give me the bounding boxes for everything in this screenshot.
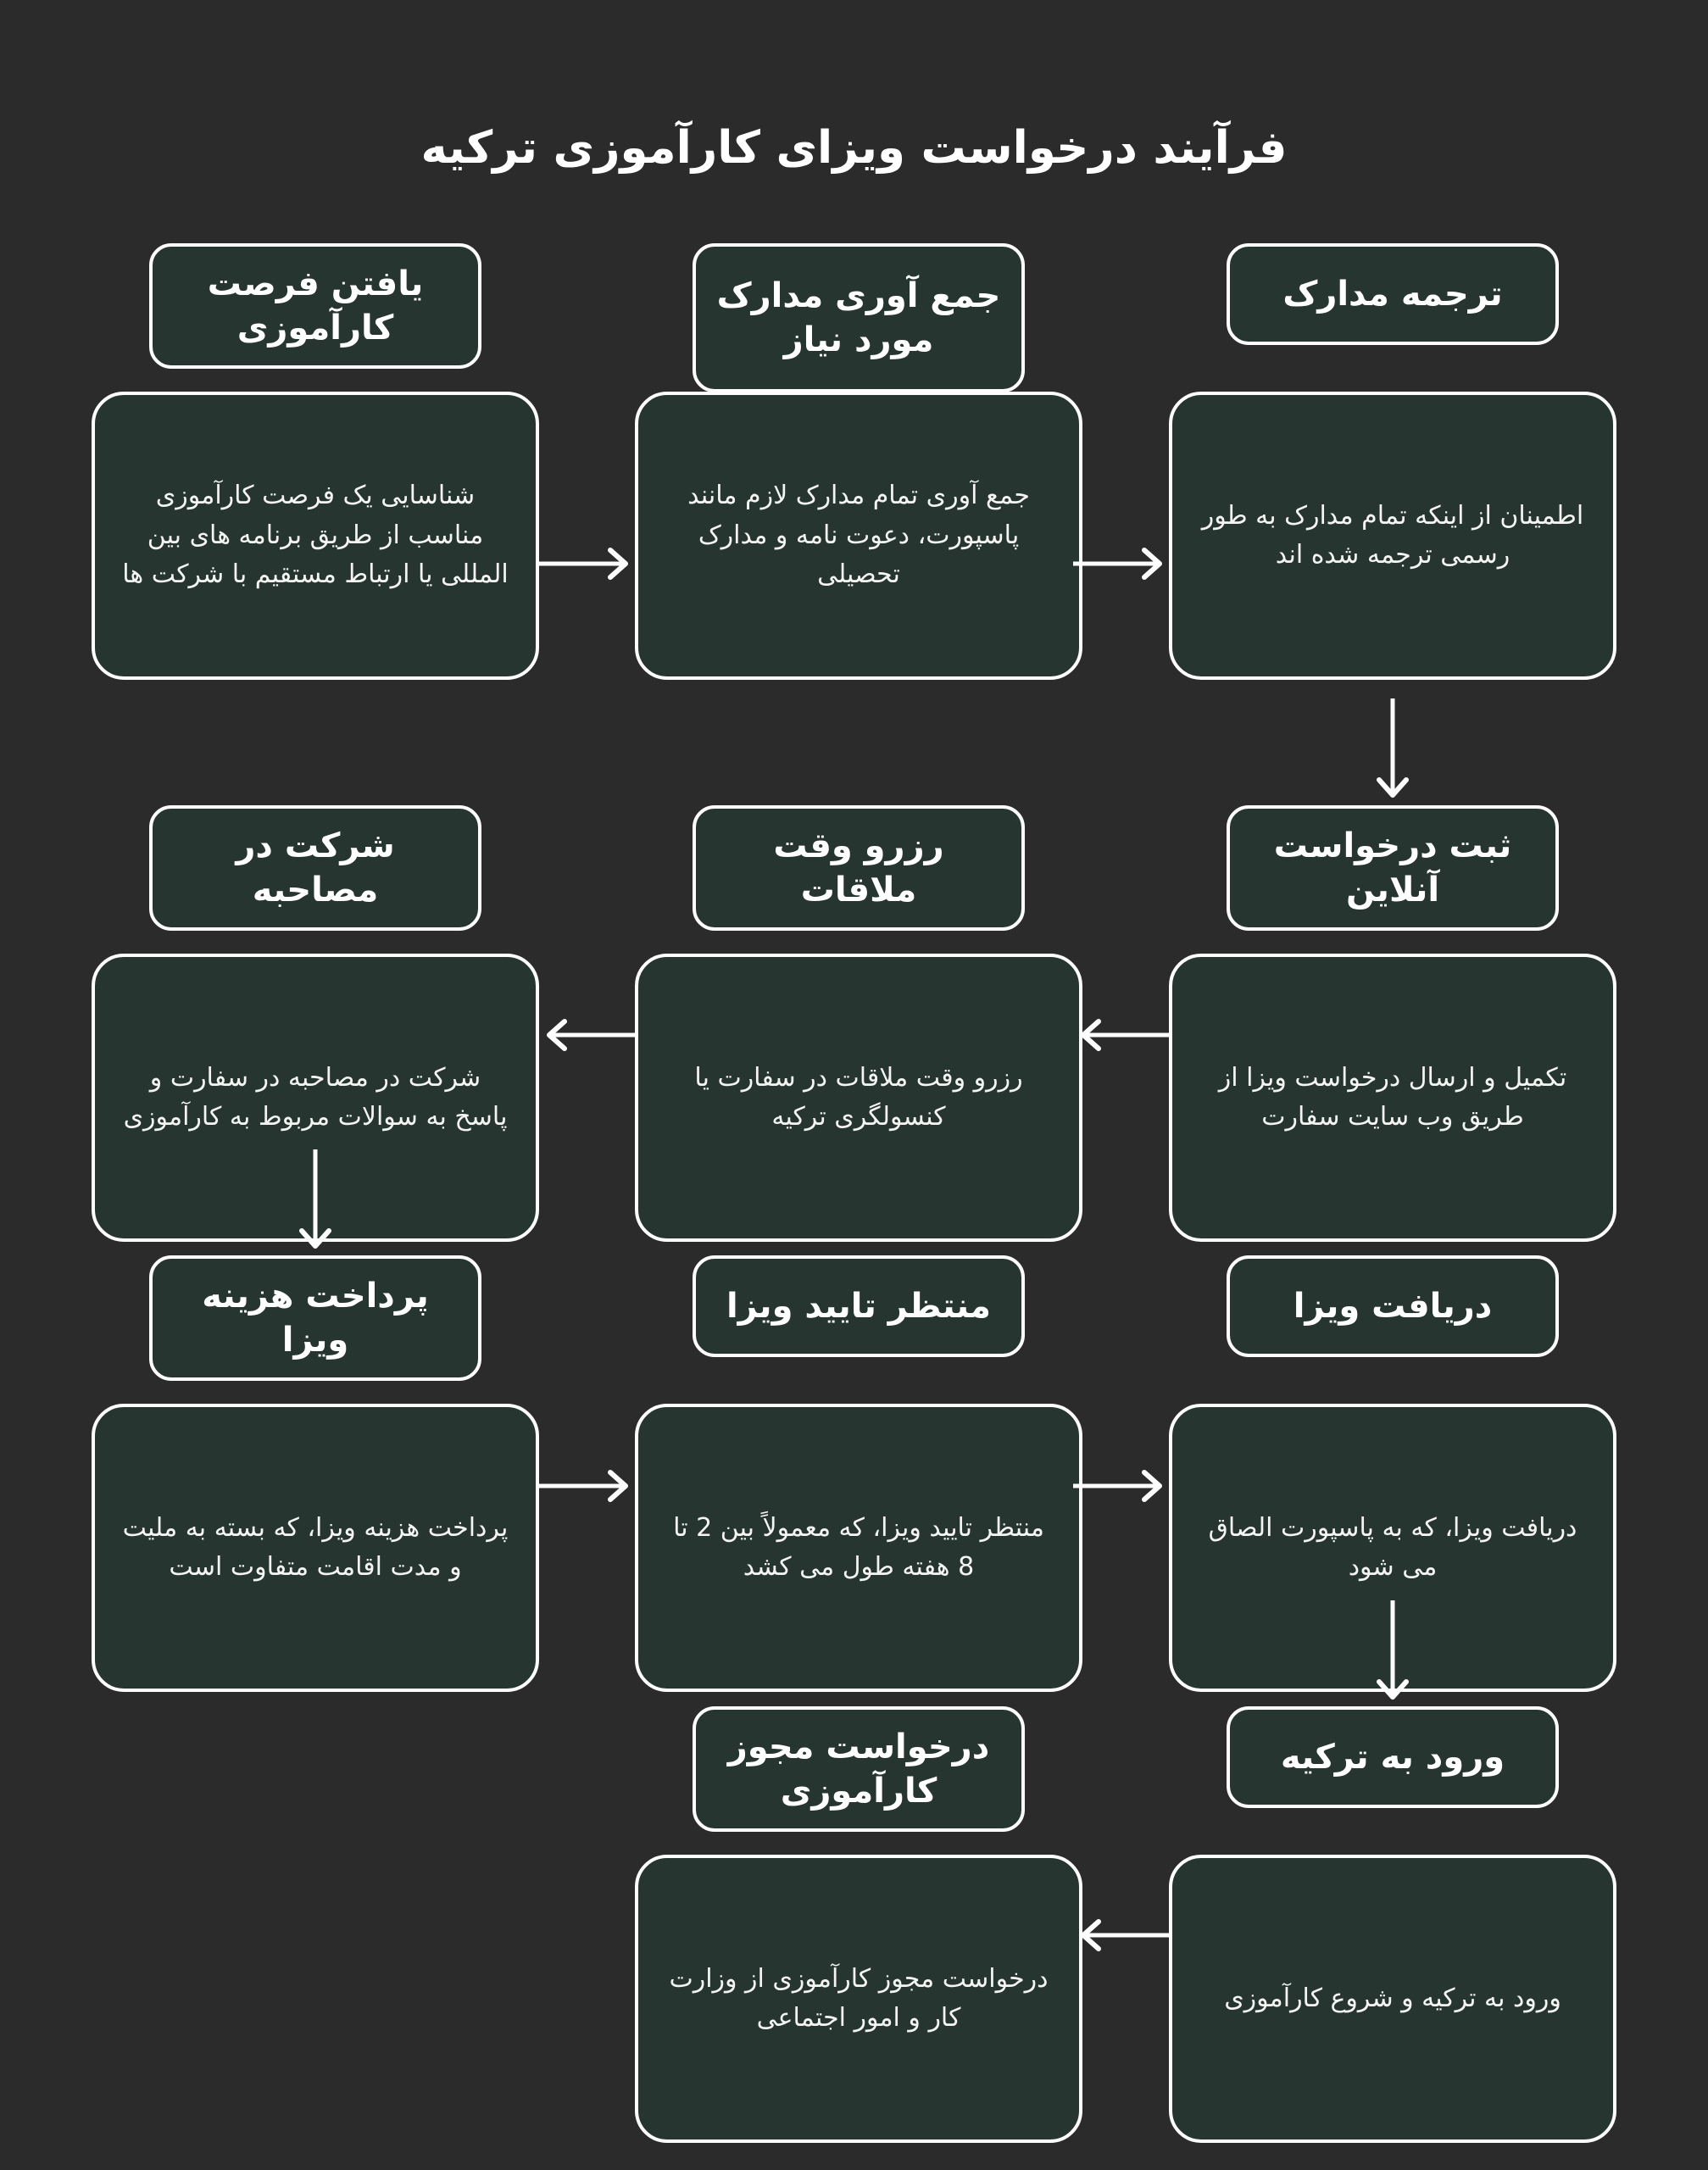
flow-node-step-6[interactable] (92, 805, 539, 1132)
flow-node-body-step-1 (92, 392, 539, 680)
flow-node-step-9[interactable] (1169, 1255, 1616, 1582)
flow-node-header-text-step-8: منتظر تایید ویزا (726, 1287, 992, 1326)
flow-node-step-3[interactable] (1169, 243, 1616, 570)
flow-node-step-10[interactable] (1169, 1706, 1616, 2013)
flow-node-step-4[interactable] (1169, 805, 1616, 1132)
flow-node-body-text-step-9: دریافت ویزا، که به پاسپورت الصاق می شود (1208, 1512, 1577, 1582)
flow-node-header-step-4[interactable] (1227, 805, 1559, 931)
flow-node-header-step-10[interactable] (1227, 1706, 1559, 1808)
connector-step-5-to-step-6 (539, 1014, 637, 1056)
flow-node-body-step-2 (635, 392, 1082, 680)
flow-node-body-step-7 (92, 1404, 539, 1692)
flow-node-header-text-step-2: جمع آوری مدارک مورد نیاز (716, 276, 1001, 359)
flow-node-body-text-step-8: منتظر تایید ویزا، که معمولاً بین 2 تا 8 هفته طول می کشد (673, 1512, 1044, 1582)
flow-node-header-text-step-4: ثبت درخواست آنلاین (1273, 826, 1512, 910)
flow-node-step-5[interactable] (635, 805, 1082, 1132)
connector-step-7-to-step-8 (539, 1465, 637, 1507)
flow-node-header-step-7[interactable] (149, 1255, 481, 1381)
flow-node-body-text-step-10: ورود به ترکیه و شروع کارآموزی (1224, 1983, 1561, 2013)
flow-node-body-text-step-2: جمع آوری تمام مدارک لازم مانند پاسپورت، دعوت نامه و مدارک تحصیلی (687, 481, 1030, 590)
connector-step-10-to-step-11 (1073, 1914, 1171, 1956)
flow-node-header-text-step-3: ترجمه مدارک (1282, 275, 1503, 314)
flow-node-header-text-step-7: پرداخت هزینه ویزا (202, 1277, 429, 1360)
flow-node-body-text-step-4: تکمیل و ارسال درخواست ویزا از طریق وب سایت سفارت (1218, 1062, 1567, 1132)
flow-node-header-step-6[interactable] (149, 805, 481, 931)
flow-node-body-text-step-11: درخواست مجوز کارآموزی از وزارت کار و امور اجتماعی (669, 1963, 1049, 2033)
flow-node-step-1[interactable] (92, 243, 539, 590)
flow-node-header-step-11[interactable] (693, 1706, 1025, 1832)
flow-node-header-step-8[interactable] (693, 1255, 1025, 1357)
flow-node-step-8[interactable] (635, 1255, 1082, 1582)
flow-node-body-text-step-3: اطمینان از اینکه تمام مدارک به طور رسمی ترجمه شده اند (1201, 500, 1584, 570)
flow-node-step-11[interactable] (635, 1706, 1082, 2033)
flow-node-header-step-9[interactable] (1227, 1255, 1559, 1357)
flow-node-body-step-10 (1169, 1855, 1616, 2143)
flow-node-body-text-step-6: شرکت در مصاحبه در سفارت و پاسخ به سوالات مربوط به کارآموزی (123, 1062, 508, 1132)
connector-step-3-to-step-4 (1371, 698, 1414, 807)
flow-node-body-step-11 (635, 1855, 1082, 2143)
flow-node-body-step-5 (635, 954, 1082, 1242)
flow-node-step-7[interactable] (92, 1255, 539, 1582)
flow-node-header-text-step-1: یافتن فرصت کارآموزی (207, 264, 424, 348)
flow-node-header-text-step-9: دریافت ویزا (1293, 1287, 1493, 1326)
flow-node-header-step-1[interactable] (149, 243, 481, 369)
connector-step-8-to-step-9 (1073, 1465, 1171, 1507)
connector-step-6-to-step-7 (294, 1149, 337, 1258)
page-title: فرآیند درخواست ویزای کارآموزی ترکیه (420, 121, 1288, 174)
connector-step-4-to-step-5 (1073, 1014, 1171, 1056)
flow-node-header-text-step-11: درخواست مجوز کارآموزی (727, 1728, 990, 1811)
flow-node-header-text-step-6: شرکت در مصاحبه (236, 826, 395, 910)
flow-node-header-step-5[interactable] (693, 805, 1025, 931)
flow-node-header-text-step-5: رزرو وقت ملاقات (773, 826, 944, 910)
flow-node-body-step-4 (1169, 954, 1616, 1242)
connector-step-9-to-step-10 (1371, 1600, 1414, 1709)
connector-step-1-to-step-2 (539, 542, 637, 585)
flow-node-header-text-step-10: ورود به ترکیه (1280, 1738, 1505, 1777)
connector-step-2-to-step-3 (1073, 542, 1171, 585)
flow-node-header-step-2[interactable] (693, 243, 1025, 392)
flow-node-body-text-step-5: رزرو وقت ملاقات در سفارت یا کنسولگری ترکیه (694, 1062, 1023, 1132)
flow-node-body-text-step-7: پرداخت هزینه ویزا، که بسته به ملیت و مدت اقامت متفاوت است (122, 1512, 509, 1582)
flow-node-body-step-8 (635, 1404, 1082, 1692)
flow-node-body-text-step-1: شناسایی یک فرصت کارآموزی مناسب از طریق برنامه های بین المللی یا ارتباط مستقیم با شرکت ها (122, 481, 509, 590)
flow-node-header-step-3[interactable] (1227, 243, 1559, 345)
flow-node-step-2[interactable] (635, 243, 1082, 590)
flow-node-body-step-3 (1169, 392, 1616, 680)
